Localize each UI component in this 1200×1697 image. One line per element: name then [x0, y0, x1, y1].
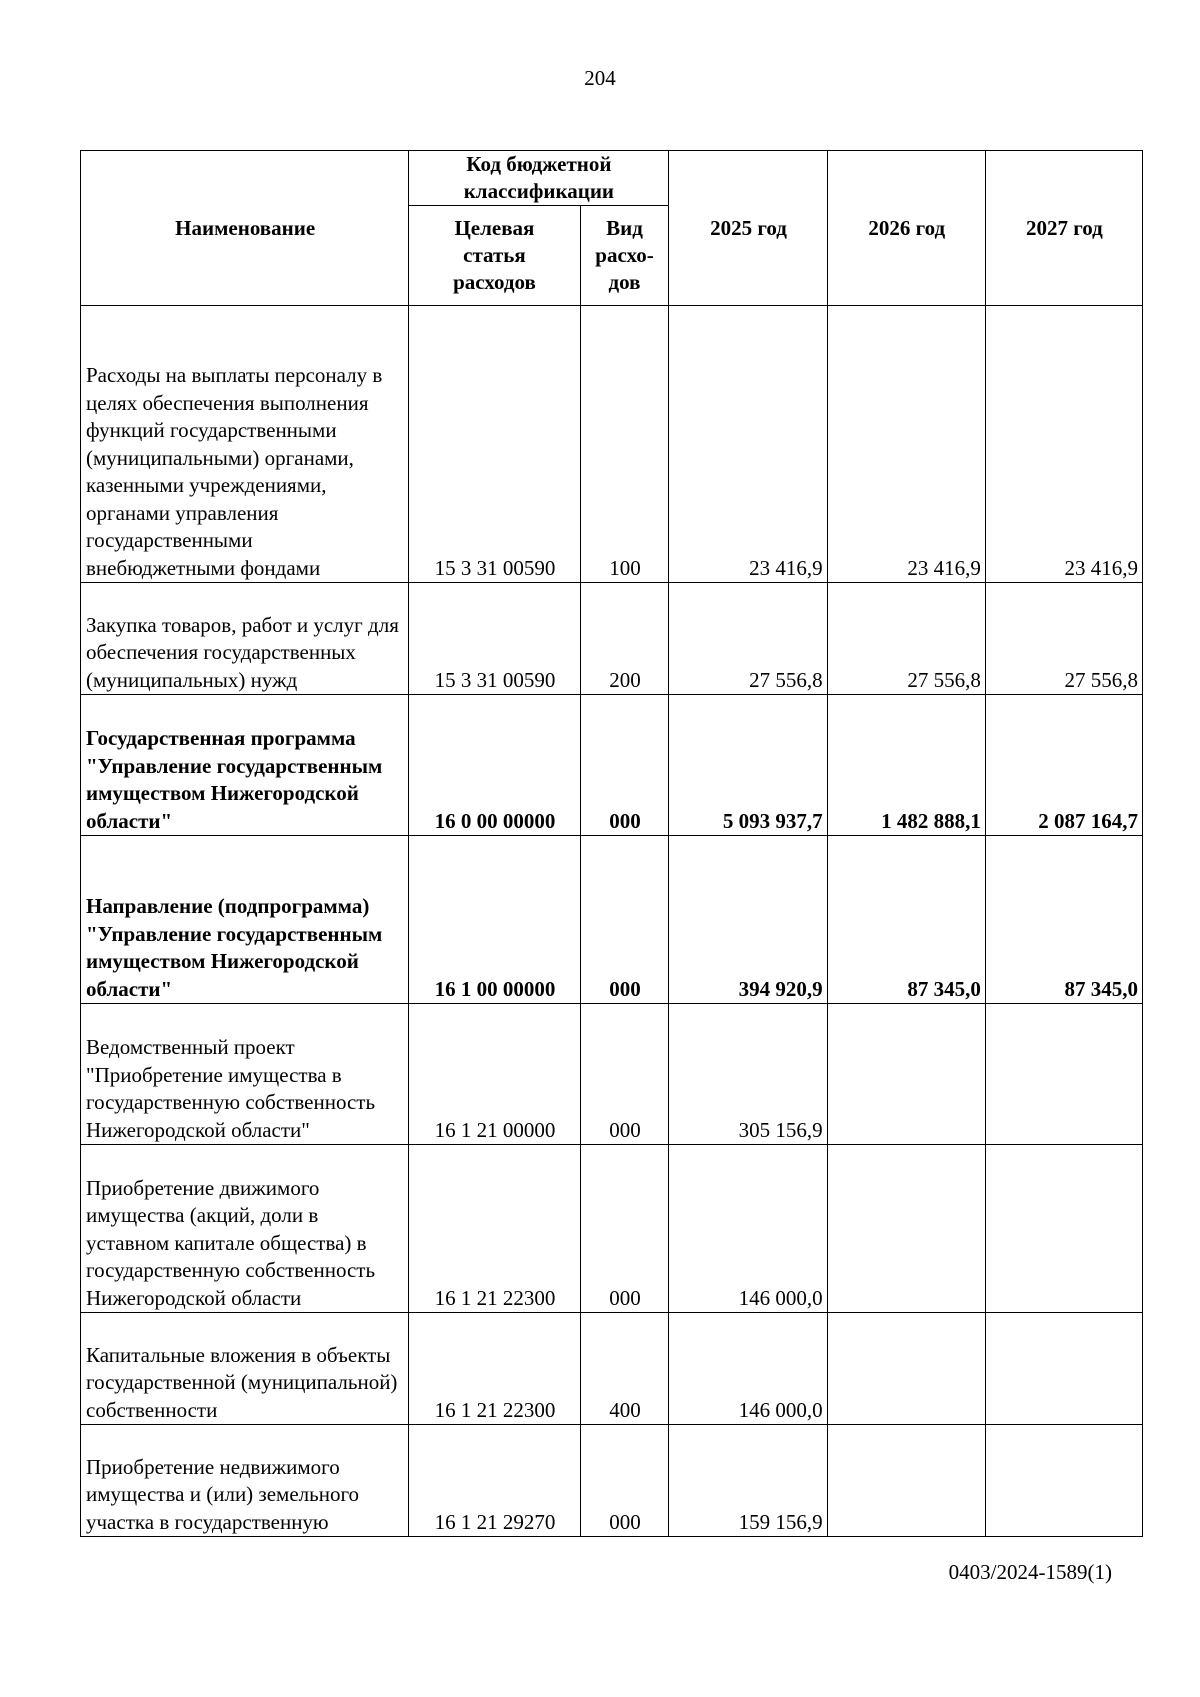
row-name: Приобретение движимого имущества (акций, доли в уставном капитале общества) в государственную собственность Нижегородской области — [81, 1145, 409, 1313]
row-2025: 146 000,0 — [669, 1313, 827, 1425]
row-2025: 27 556,8 — [669, 583, 827, 695]
row-2027 — [985, 1145, 1142, 1313]
row-2027: 27 556,8 — [985, 583, 1142, 695]
document-code: 0403/2024-1589(1) — [948, 1560, 1112, 1584]
row-2027 — [985, 1004, 1142, 1145]
row-name: Ведомственный проект "Приобретение имущества в государственную собственность Нижегородской области" — [81, 1004, 409, 1145]
row-name: Капитальные вложения в объекты государственной (муниципальной) собственности — [81, 1313, 409, 1425]
row-kind: 000 — [580, 836, 669, 1004]
row-kind: 100 — [580, 306, 669, 583]
row-2025: 146 000,0 — [669, 1145, 827, 1313]
table-row — [81, 1004, 1143, 1145]
row-name: Приобретение недвижимого имущества и (или) земельного участка в государственную — [81, 1425, 409, 1537]
row-2026: 1 482 888,1 — [827, 695, 985, 836]
header-name: Наименование — [81, 151, 409, 306]
row-name: Расходы на выплаты персоналу в целях обеспечения выполнения функций государственными (муниципальными) органами, казенными учреждениями, органами управления государственными внебюджетными фондами — [81, 306, 409, 583]
row-2026 — [827, 1004, 985, 1145]
row-kind: 400 — [580, 1313, 669, 1425]
table-row — [81, 306, 1143, 583]
row-2027 — [985, 1425, 1142, 1537]
row-2026: 27 556,8 — [827, 583, 985, 695]
page-number: 204 — [584, 66, 616, 90]
row-2025: 23 416,9 — [669, 306, 827, 583]
row-kind: 000 — [580, 695, 669, 836]
row-2025: 394 920,9 — [669, 836, 827, 1004]
table-row — [81, 695, 1143, 836]
row-code: 16 1 21 29270 — [409, 1425, 580, 1537]
header-year-2026: 2026 год — [827, 151, 985, 306]
row-2026: 87 345,0 — [827, 836, 985, 1004]
row-2025: 5 093 937,7 — [669, 695, 827, 836]
row-code: 16 0 00 00000 — [409, 695, 580, 836]
table-row — [81, 1425, 1143, 1537]
row-2027: 2 087 164,7 — [985, 695, 1142, 836]
header-expense-type: Вид расхо-дов — [580, 206, 669, 306]
row-code: 15 3 31 00590 — [409, 583, 580, 695]
row-2027: 87 345,0 — [985, 836, 1142, 1004]
header-year-2025: 2025 год — [669, 151, 827, 306]
row-code: 16 1 21 22300 — [409, 1145, 580, 1313]
row-name: Закупка товаров, работ и услуг для обеспечения государственных (муниципальных) нужд — [81, 583, 409, 695]
table-row — [81, 583, 1143, 695]
row-2027: 23 416,9 — [985, 306, 1142, 583]
row-code: 15 3 31 00590 — [409, 306, 580, 583]
row-2027 — [985, 1313, 1142, 1425]
header-code-group: Код бюджетной классификации — [409, 151, 669, 206]
row-2025: 159 156,9 — [669, 1425, 827, 1537]
row-kind: 000 — [580, 1004, 669, 1145]
row-2025: 305 156,9 — [669, 1004, 827, 1145]
header-target-article: Целевая статья расходов — [409, 206, 580, 306]
table-row — [81, 1145, 1143, 1313]
row-kind: 000 — [580, 1145, 669, 1313]
row-kind: 200 — [580, 583, 669, 695]
budget-table — [80, 150, 1143, 1537]
row-name: Государственная программа "Управление государственным имуществом Нижегородской области" — [81, 695, 409, 836]
row-2026 — [827, 1145, 985, 1313]
row-2026 — [827, 1425, 985, 1537]
row-name: Направление (подпрограмма) "Управление государственным имуществом Нижегородской области" — [81, 836, 409, 1004]
table-row — [81, 1313, 1143, 1425]
row-2026: 23 416,9 — [827, 306, 985, 583]
row-code: 16 1 21 22300 — [409, 1313, 580, 1425]
table-row — [81, 836, 1143, 1004]
row-code: 16 1 21 00000 — [409, 1004, 580, 1145]
row-kind: 000 — [580, 1425, 669, 1537]
header-year-2027: 2027 год — [985, 151, 1142, 306]
row-code: 16 1 00 00000 — [409, 836, 580, 1004]
table-header — [81, 151, 1143, 306]
row-2026 — [827, 1313, 985, 1425]
